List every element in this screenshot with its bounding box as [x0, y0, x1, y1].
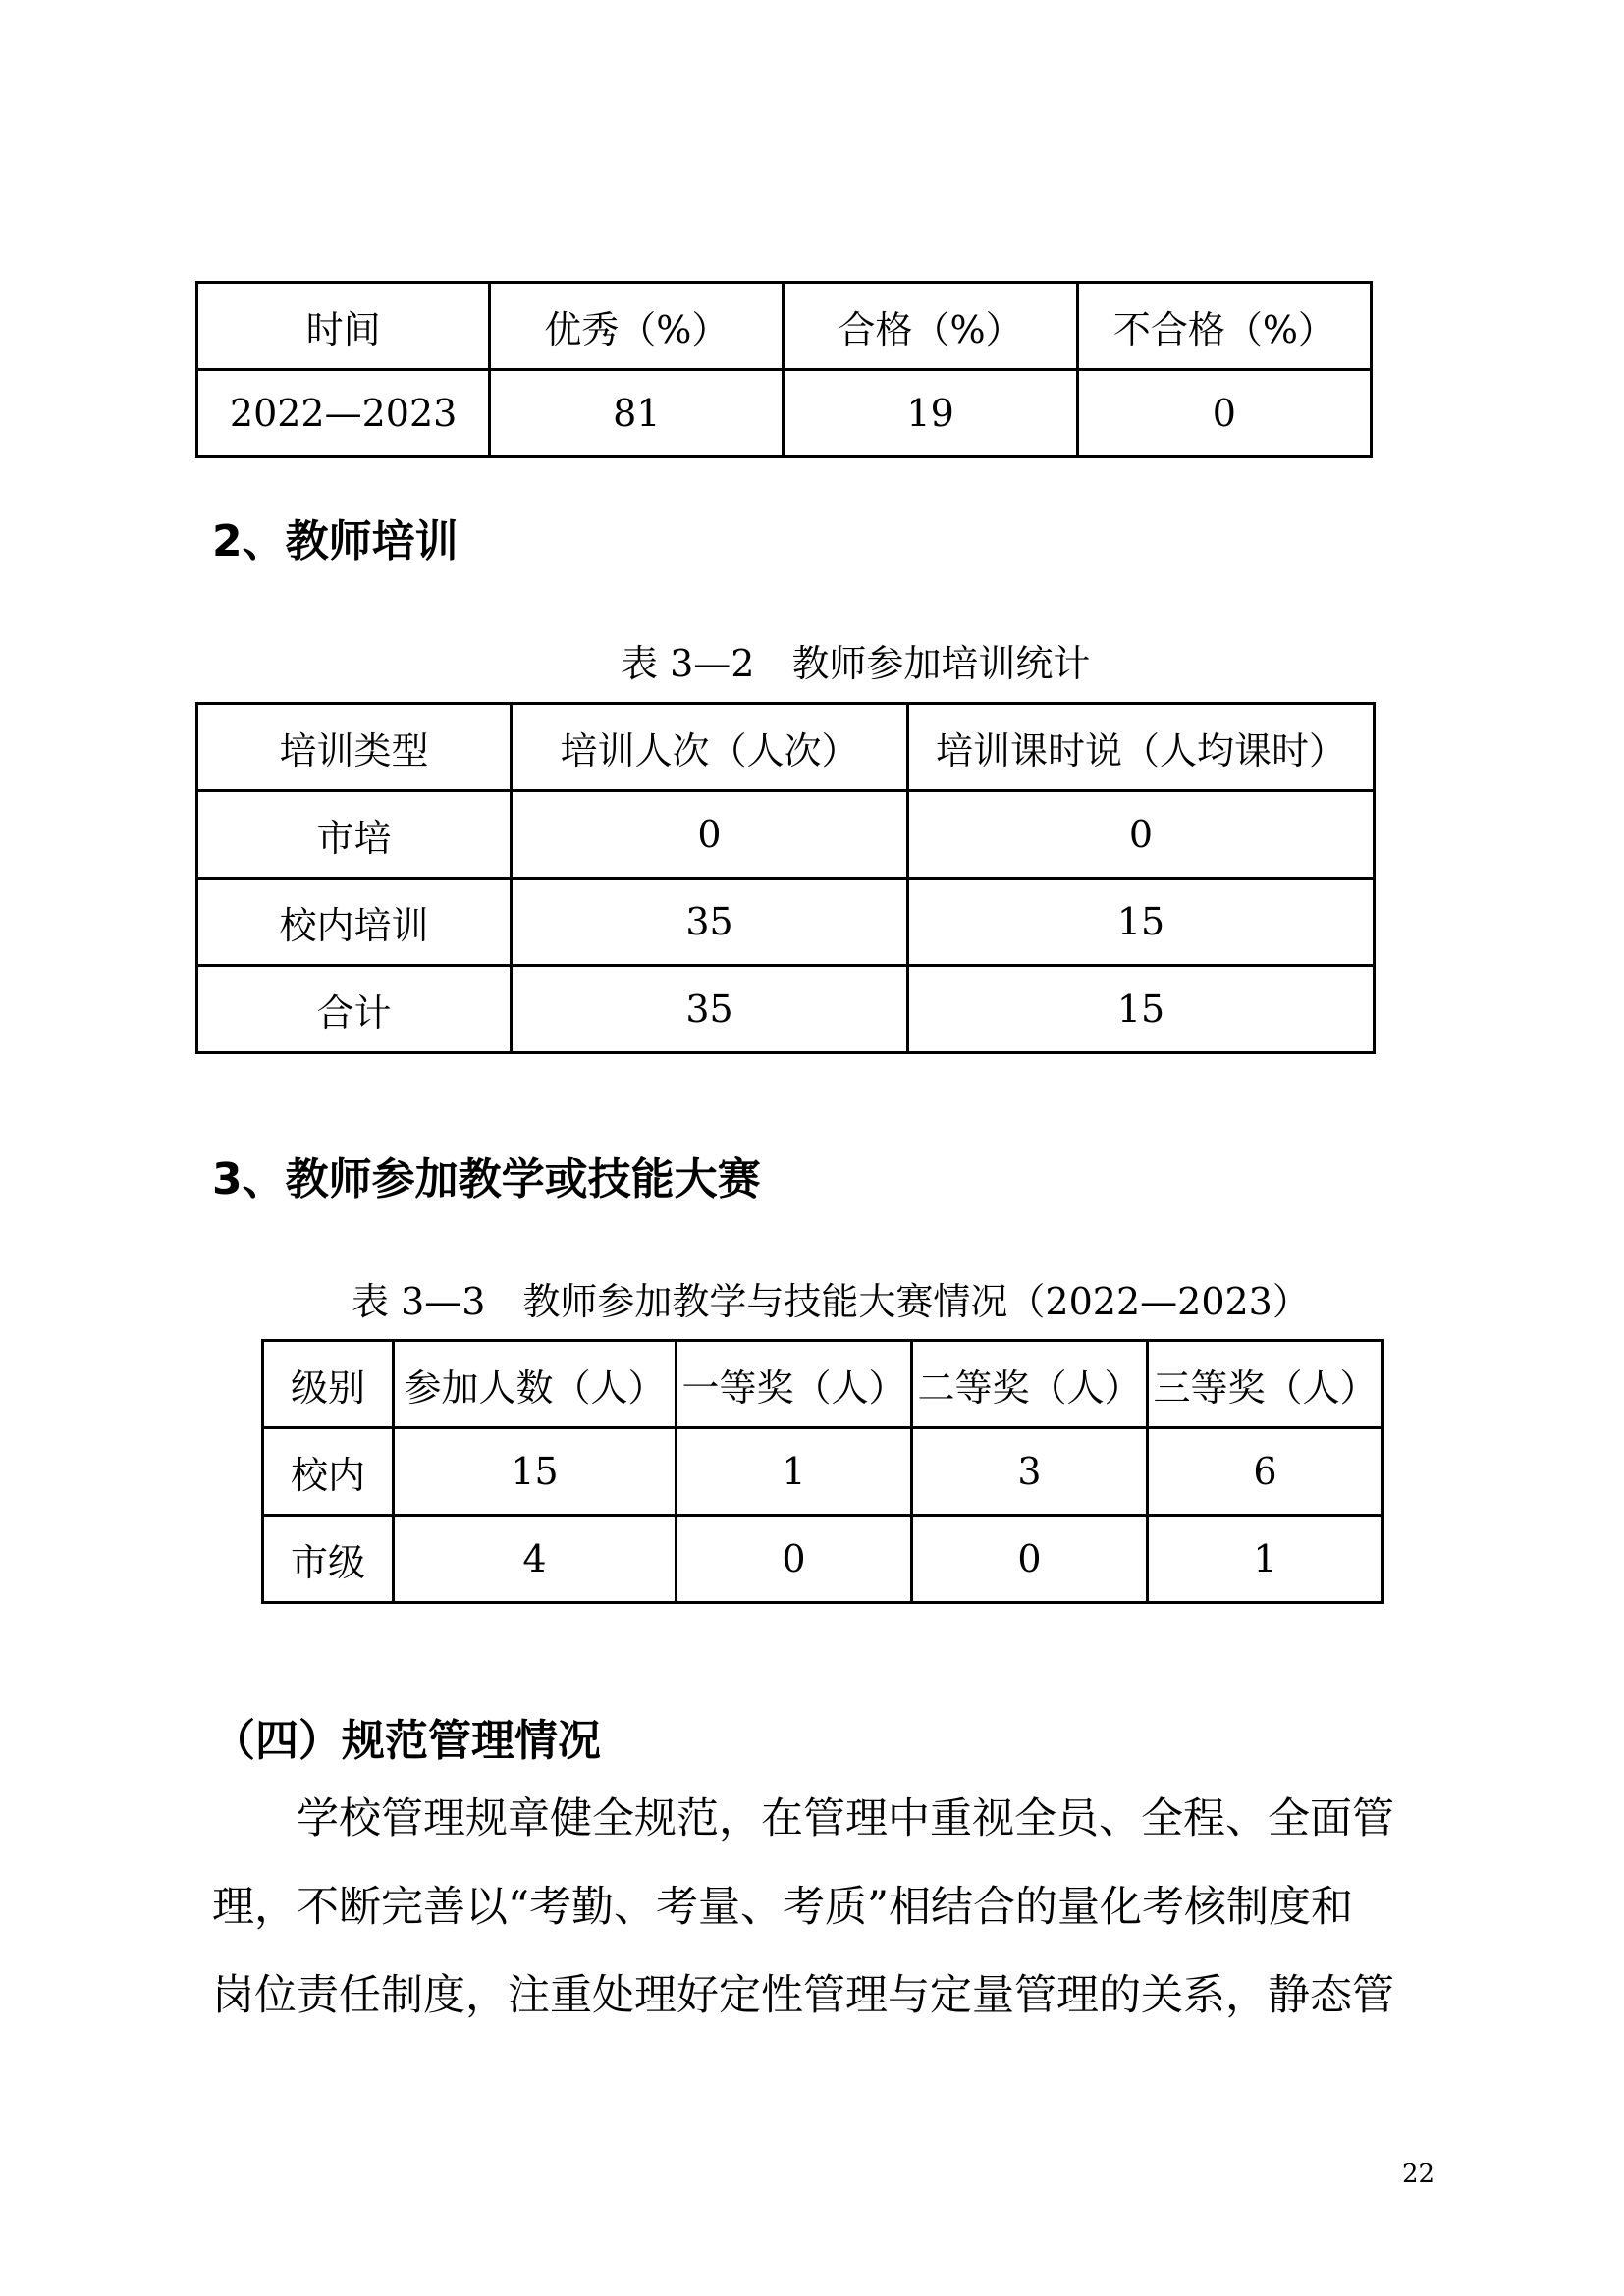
- header-cell: 三等奖（人）: [1148, 1341, 1383, 1428]
- page-number: 22: [1402, 2160, 1435, 2189]
- table-cell: 15: [394, 1428, 677, 1516]
- table-cell: 15: [908, 966, 1375, 1053]
- section-heading-training: 2、教师培训: [212, 516, 459, 566]
- competition-table: [261, 1339, 1384, 1604]
- header-cell: 优秀（%）: [490, 283, 784, 370]
- header-cell: 不合格（%）: [1077, 283, 1371, 370]
- table-cell: 市培: [197, 791, 512, 879]
- table-cell: 0: [512, 791, 908, 879]
- header-cell: 培训课时说（人均课时）: [908, 704, 1375, 791]
- table-cell: 0: [908, 791, 1375, 879]
- table-caption-training: 表 3—2 教师参加培训统计: [621, 642, 1091, 685]
- table-cell: 0: [1077, 370, 1371, 457]
- table-cell: 4: [394, 1516, 677, 1603]
- table-cell: 合计: [197, 966, 512, 1053]
- table-cell: 市级: [263, 1516, 394, 1603]
- table-cell: 1: [1148, 1516, 1383, 1603]
- table-cell: 35: [512, 966, 908, 1053]
- table-cell: 校内: [263, 1428, 394, 1516]
- section-heading-management: （四）规范管理情况: [212, 1716, 601, 1766]
- table-cell: 81: [490, 370, 784, 457]
- table-header-row: [197, 283, 1372, 370]
- table-row: [263, 1428, 1383, 1516]
- header-cell: 培训类型: [197, 704, 512, 791]
- table-cell: 3: [912, 1428, 1148, 1516]
- paragraph-line: 理，不断完善以“考勤、考量、考质”相结合的量化考核制度和: [212, 1883, 1353, 1932]
- header-cell: 合格（%）: [784, 283, 1077, 370]
- table-row: [197, 791, 1375, 879]
- table-cell: 0: [912, 1516, 1148, 1603]
- table-cell: 19: [784, 370, 1077, 457]
- table-row: [197, 370, 1372, 457]
- table-cell: 6: [1148, 1428, 1383, 1516]
- evaluation-table: [195, 281, 1373, 458]
- header-cell: 二等奖（人）: [912, 1341, 1148, 1428]
- table-header-row: [197, 704, 1375, 791]
- header-cell: 培训人次（人次）: [512, 704, 908, 791]
- header-cell: 级别: [263, 1341, 394, 1428]
- table-row: [197, 966, 1375, 1053]
- table-cell: 校内培训: [197, 879, 512, 966]
- table-cell: 35: [512, 879, 908, 966]
- training-table: [195, 702, 1376, 1054]
- table-header-row: [263, 1341, 1383, 1428]
- table-cell: 15: [908, 879, 1375, 966]
- section-heading-competition: 3、教师参加教学或技能大赛: [212, 1154, 761, 1204]
- header-cell: 参加人数（人）: [394, 1341, 677, 1428]
- paragraph-line: 岗位责任制度，注重处理好定性管理与定量管理的关系，静态管: [212, 1971, 1394, 2020]
- table-caption-competition: 表 3—3 教师参加教学与技能大赛情况（2022—2023）: [352, 1280, 1310, 1323]
- header-cell: 一等奖（人）: [677, 1341, 912, 1428]
- table-row: [197, 879, 1375, 966]
- table-row: [263, 1516, 1383, 1603]
- table-cell: 0: [677, 1516, 912, 1603]
- table-cell: 2022—2023: [197, 370, 490, 457]
- table-cell: 1: [677, 1428, 912, 1516]
- header-cell: 时间: [197, 283, 490, 370]
- paragraph-line: 学校管理规章健全规范，在管理中重视全员、全程、全面管: [297, 1794, 1394, 1843]
